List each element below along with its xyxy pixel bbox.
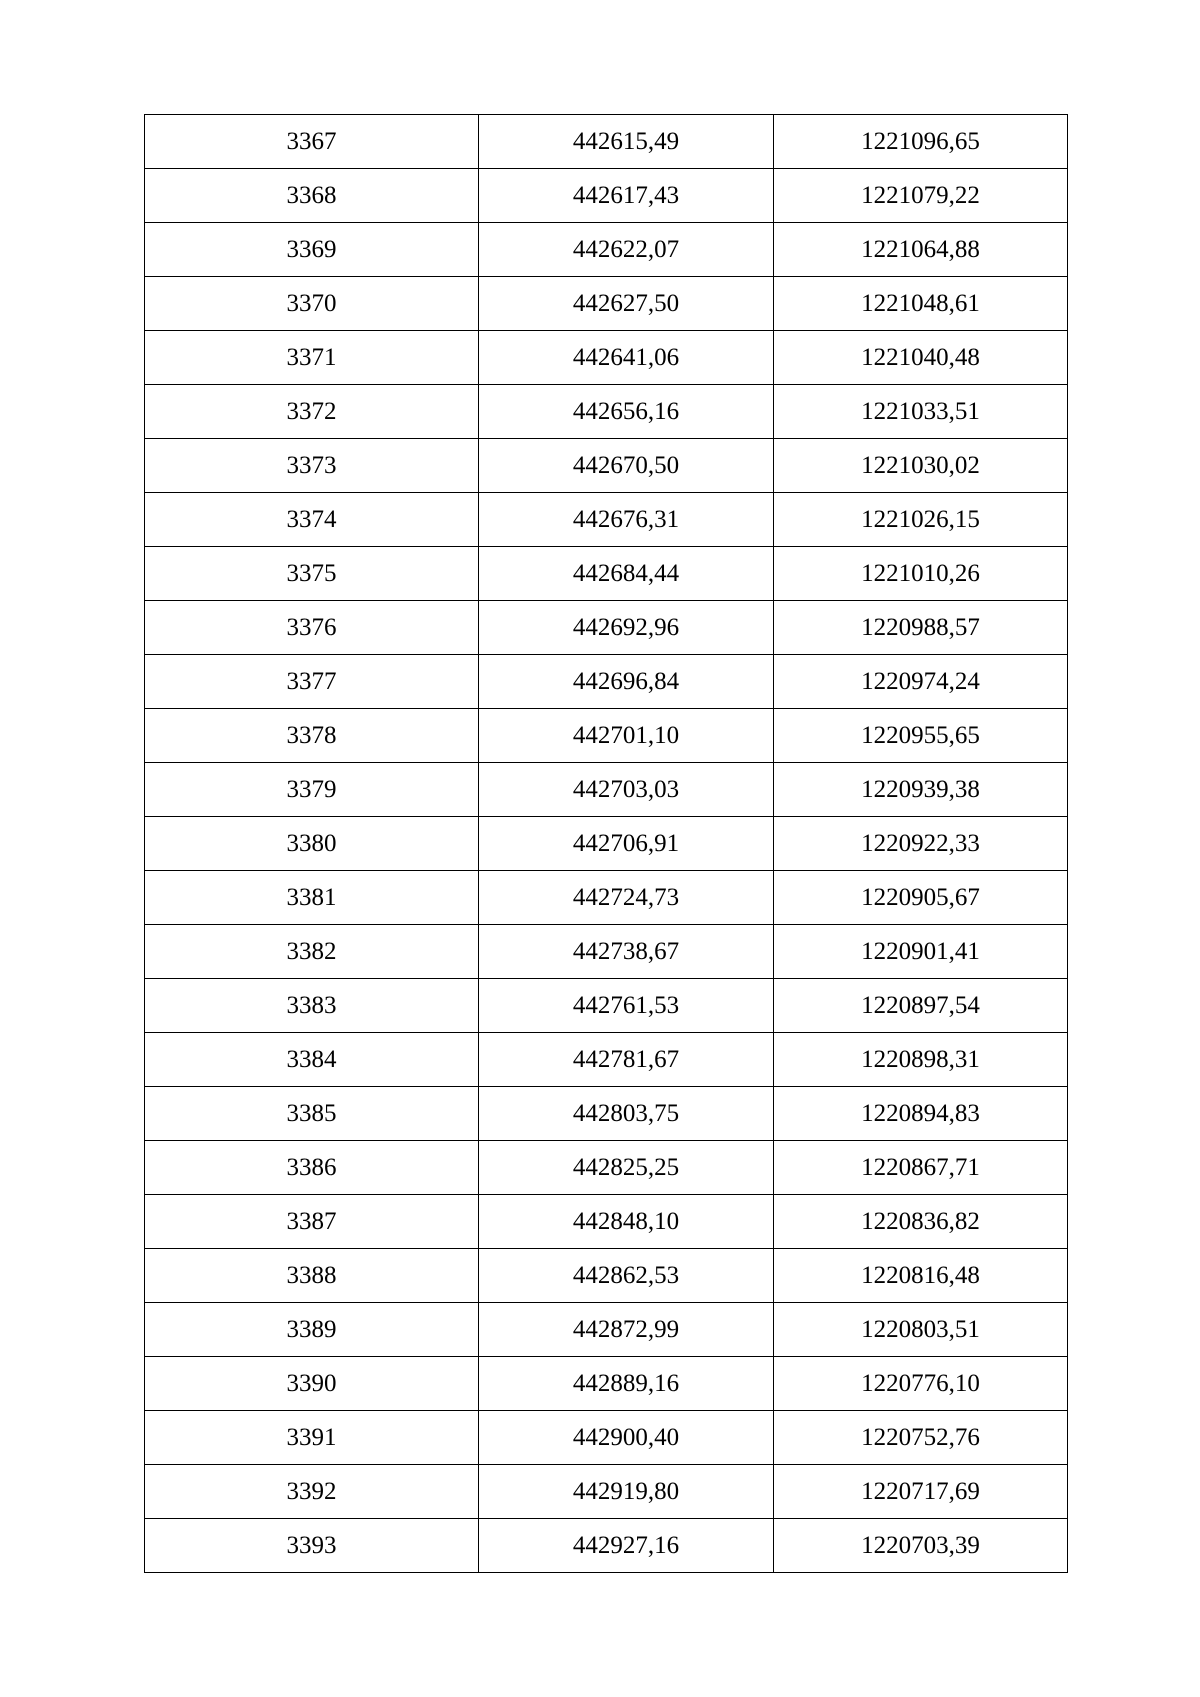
x-coordinate-cell: 442617,43	[479, 169, 774, 223]
y-coordinate-cell: 1221010,26	[774, 547, 1068, 601]
y-coordinate-cell: 1221064,88	[774, 223, 1068, 277]
y-coordinate-cell: 1221033,51	[774, 385, 1068, 439]
x-coordinate-cell: 442622,07	[479, 223, 774, 277]
y-coordinate-cell: 1221096,65	[774, 115, 1068, 169]
table-row	[145, 331, 1068, 385]
table-row	[145, 385, 1068, 439]
table-row	[145, 439, 1068, 493]
x-coordinate-cell: 442703,03	[479, 763, 774, 817]
table-row	[145, 925, 1068, 979]
table-row	[145, 1033, 1068, 1087]
y-coordinate-cell: 1220703,39	[774, 1519, 1068, 1573]
table-row	[145, 169, 1068, 223]
x-coordinate-cell: 442761,53	[479, 979, 774, 1033]
point-number-cell: 3376	[145, 601, 479, 655]
x-coordinate-cell: 442724,73	[479, 871, 774, 925]
table-row	[145, 817, 1068, 871]
y-coordinate-cell: 1220867,71	[774, 1141, 1068, 1195]
point-number-cell: 3380	[145, 817, 479, 871]
x-coordinate-cell: 442900,40	[479, 1411, 774, 1465]
table-row	[145, 1519, 1068, 1573]
table-row	[145, 1249, 1068, 1303]
point-number-cell: 3372	[145, 385, 479, 439]
y-coordinate-cell: 1220717,69	[774, 1465, 1068, 1519]
y-coordinate-cell: 1220836,82	[774, 1195, 1068, 1249]
y-coordinate-cell: 1220988,57	[774, 601, 1068, 655]
table-row	[145, 601, 1068, 655]
table-row	[145, 1303, 1068, 1357]
table-row	[145, 1357, 1068, 1411]
y-coordinate-cell: 1221048,61	[774, 277, 1068, 331]
y-coordinate-cell: 1220939,38	[774, 763, 1068, 817]
x-coordinate-cell: 442803,75	[479, 1087, 774, 1141]
point-number-cell: 3386	[145, 1141, 479, 1195]
table-row	[145, 1141, 1068, 1195]
point-number-cell: 3383	[145, 979, 479, 1033]
table-row	[145, 223, 1068, 277]
x-coordinate-cell: 442889,16	[479, 1357, 774, 1411]
y-coordinate-cell: 1220922,33	[774, 817, 1068, 871]
point-number-cell: 3388	[145, 1249, 479, 1303]
x-coordinate-cell: 442641,06	[479, 331, 774, 385]
point-number-cell: 3378	[145, 709, 479, 763]
x-coordinate-cell: 442781,67	[479, 1033, 774, 1087]
x-coordinate-cell: 442656,16	[479, 385, 774, 439]
point-number-cell: 3382	[145, 925, 479, 979]
x-coordinate-cell: 442615,49	[479, 115, 774, 169]
y-coordinate-cell: 1220974,24	[774, 655, 1068, 709]
point-number-cell: 3369	[145, 223, 479, 277]
point-number-cell: 3391	[145, 1411, 479, 1465]
point-number-cell: 3390	[145, 1357, 479, 1411]
y-coordinate-cell: 1221030,02	[774, 439, 1068, 493]
table-row	[145, 493, 1068, 547]
x-coordinate-cell: 442738,67	[479, 925, 774, 979]
y-coordinate-cell: 1220955,65	[774, 709, 1068, 763]
point-number-cell: 3381	[145, 871, 479, 925]
y-coordinate-cell: 1220803,51	[774, 1303, 1068, 1357]
x-coordinate-cell: 442676,31	[479, 493, 774, 547]
point-number-cell: 3368	[145, 169, 479, 223]
table-row	[145, 979, 1068, 1033]
point-number-cell: 3387	[145, 1195, 479, 1249]
y-coordinate-cell: 1220776,10	[774, 1357, 1068, 1411]
x-coordinate-cell: 442927,16	[479, 1519, 774, 1573]
x-coordinate-cell: 442825,25	[479, 1141, 774, 1195]
table-row	[145, 115, 1068, 169]
point-number-cell: 3393	[145, 1519, 479, 1573]
point-number-cell: 3375	[145, 547, 479, 601]
coordinates-table	[144, 114, 1068, 1573]
point-number-cell: 3367	[145, 115, 479, 169]
x-coordinate-cell: 442696,84	[479, 655, 774, 709]
point-number-cell: 3373	[145, 439, 479, 493]
y-coordinate-cell: 1220894,83	[774, 1087, 1068, 1141]
y-coordinate-cell: 1220752,76	[774, 1411, 1068, 1465]
point-number-cell: 3377	[145, 655, 479, 709]
x-coordinate-cell: 442862,53	[479, 1249, 774, 1303]
y-coordinate-cell: 1221026,15	[774, 493, 1068, 547]
point-number-cell: 3374	[145, 493, 479, 547]
x-coordinate-cell: 442692,96	[479, 601, 774, 655]
table-row	[145, 655, 1068, 709]
y-coordinate-cell: 1220897,54	[774, 979, 1068, 1033]
y-coordinate-cell: 1221040,48	[774, 331, 1068, 385]
table-row	[145, 763, 1068, 817]
point-number-cell: 3389	[145, 1303, 479, 1357]
point-number-cell: 3379	[145, 763, 479, 817]
x-coordinate-cell: 442701,10	[479, 709, 774, 763]
point-number-cell: 3370	[145, 277, 479, 331]
x-coordinate-cell: 442706,91	[479, 817, 774, 871]
y-coordinate-cell: 1220816,48	[774, 1249, 1068, 1303]
table-row	[145, 547, 1068, 601]
table-row	[145, 1411, 1068, 1465]
table-row	[145, 709, 1068, 763]
x-coordinate-cell: 442919,80	[479, 1465, 774, 1519]
point-number-cell: 3385	[145, 1087, 479, 1141]
x-coordinate-cell: 442684,44	[479, 547, 774, 601]
point-number-cell: 3384	[145, 1033, 479, 1087]
table-row	[145, 1465, 1068, 1519]
x-coordinate-cell: 442670,50	[479, 439, 774, 493]
point-number-cell: 3392	[145, 1465, 479, 1519]
coordinates-table-body	[145, 115, 1068, 1573]
y-coordinate-cell: 1221079,22	[774, 169, 1068, 223]
x-coordinate-cell: 442872,99	[479, 1303, 774, 1357]
x-coordinate-cell: 442627,50	[479, 277, 774, 331]
point-number-cell: 3371	[145, 331, 479, 385]
table-row	[145, 871, 1068, 925]
y-coordinate-cell: 1220901,41	[774, 925, 1068, 979]
x-coordinate-cell: 442848,10	[479, 1195, 774, 1249]
y-coordinate-cell: 1220898,31	[774, 1033, 1068, 1087]
table-row	[145, 1087, 1068, 1141]
y-coordinate-cell: 1220905,67	[774, 871, 1068, 925]
table-row	[145, 1195, 1068, 1249]
table-row	[145, 277, 1068, 331]
